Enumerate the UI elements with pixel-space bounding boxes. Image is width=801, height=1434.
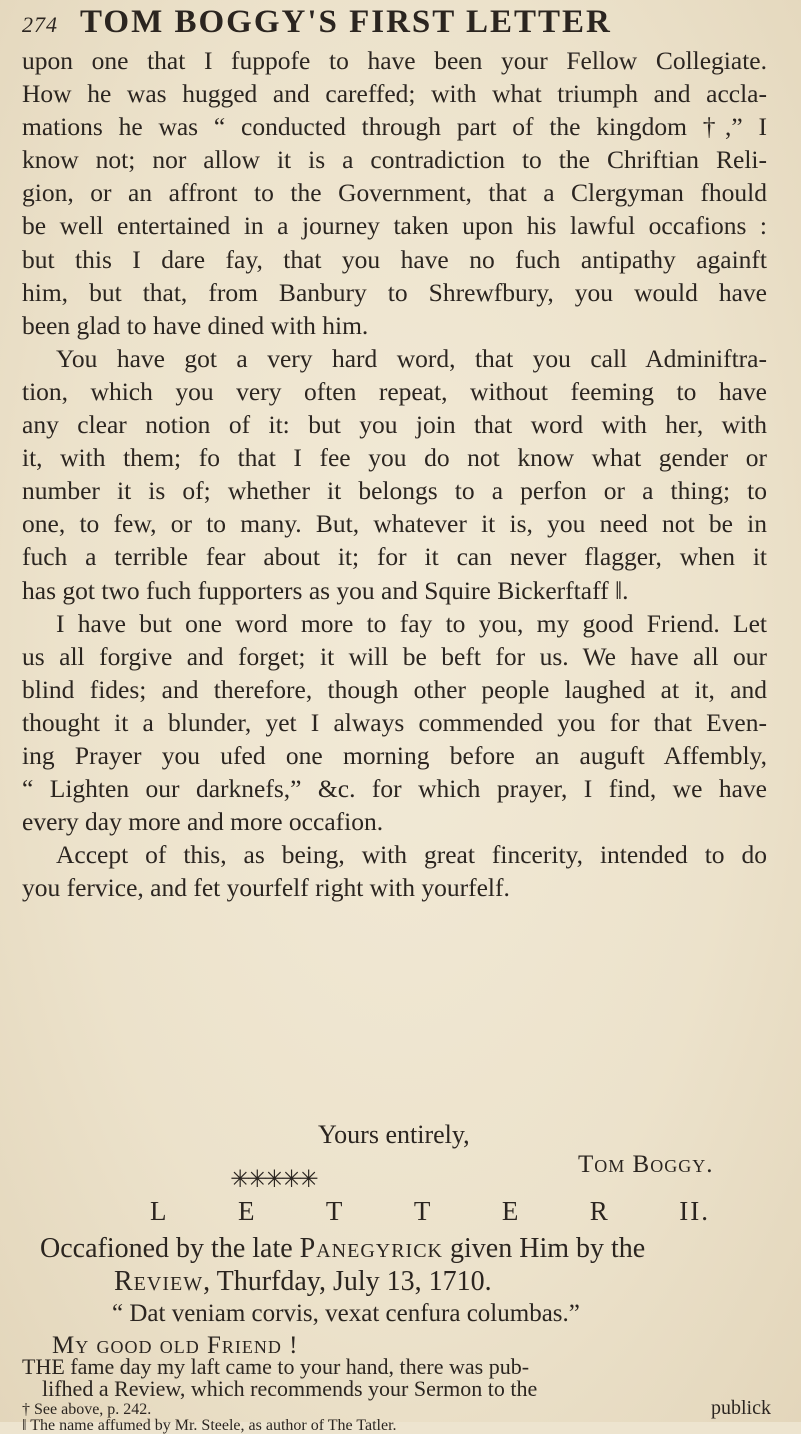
- footnote: † See above, p. 242.: [22, 1401, 152, 1418]
- body-line: any clear notion of it: but you join that word with her, with: [22, 410, 767, 440]
- body-line: has got two fuch fupporters as you and Squire Bickerftaff ‖.: [22, 575, 629, 605]
- para-line: THE fame day my laft came to your hand, there was pub-: [22, 1354, 530, 1379]
- occasion-review: Review: [114, 1266, 204, 1297]
- heading-letter: T: [325, 1196, 345, 1226]
- body-line: mations he was “ conducted through part of the kingdom †,” I: [22, 112, 767, 142]
- occasion-line-1: [40, 1232, 770, 1265]
- body-line: gion, or an affront to the Government, that a Clergyman fhould: [22, 178, 767, 208]
- letter-body: [22, 44, 767, 904]
- closing-yours: Yours entirely,: [318, 1120, 470, 1149]
- occasion-line-2: [40, 1265, 770, 1298]
- heading-letter: L: [150, 1196, 169, 1226]
- body-line: blind fides; and therefore, though other people laughed at it, and: [22, 674, 767, 704]
- catchword: publick: [711, 1397, 771, 1419]
- body-line: been glad to have dined with him.: [22, 310, 369, 340]
- occasion-date: , Thurfday, July 13, 1710.: [203, 1266, 492, 1297]
- heading-letter: E: [501, 1196, 521, 1226]
- heading-letter: T: [413, 1196, 433, 1226]
- body-line: number it is of; whether it belongs to a perfon or a thing; to: [22, 476, 767, 506]
- body-line: every day more and more occafion.: [22, 807, 384, 837]
- star-ornament-icon: ✳✳✳✳✳: [230, 1165, 316, 1193]
- body-line: How he was hugged and careffed; with what triumph and accla-: [22, 79, 767, 109]
- body-line: you fervice, and fet yourfelf right with yourfelf.: [22, 873, 510, 903]
- body-line: “ Lighten our darknefs,” &c. for which prayer, I find, we have: [22, 774, 767, 804]
- occasion-subtitle: [40, 1232, 770, 1298]
- occasion-panegyrick: Panegyrick: [299, 1233, 444, 1264]
- section-heading: [150, 1196, 710, 1227]
- body-line: I have but one word more to fay to you, my good Friend. Let: [56, 608, 767, 638]
- occasion-text: Occafioned by the late: [40, 1233, 300, 1264]
- running-title: TOM BOGGY'S FIRST LETTER: [80, 4, 612, 40]
- body-line: him, but that, from Banbury to Shrewfbury, you would have: [22, 277, 767, 307]
- occasion-text: given Him by the: [443, 1233, 646, 1264]
- page-number: 274: [22, 12, 58, 37]
- footnote: ‖ The name affumed by Mr. Steele, as author of The Tatler.: [22, 1417, 397, 1434]
- body-line: thought it a blunder, yet I always commended you for that Even-: [22, 707, 767, 737]
- latin-motto: “ Dat veniam corvis, vexat cenfura columbas.”: [112, 1300, 580, 1327]
- salutation: My good old Friend !: [52, 1332, 299, 1359]
- running-head: [22, 4, 782, 40]
- body-line: one, to few, or to many. But, whatever it is, you need not be in: [22, 509, 767, 539]
- body-line: fuch a terrible fear about it; for it can never flagger, when it: [22, 542, 767, 572]
- body-line: You have got a very hard word, that you call Adminiftra-: [56, 343, 767, 373]
- lower-block: [22, 1356, 767, 1434]
- heading-letter: II.: [679, 1196, 710, 1226]
- heading-letter: E: [237, 1196, 257, 1226]
- body-line: us all forgive and forget; it will be beft for us. We have all our: [22, 641, 767, 671]
- body-line: but this I dare fay, that you have no fuch antipathy againft: [22, 244, 767, 274]
- body-line: Accept of this, as being, with great fincerity, intended to do: [56, 840, 767, 870]
- body-line: it, with them; fo that I fee you do not know what gender or: [22, 443, 767, 473]
- body-line: know not; nor allow it is a contradiction to the Chriftian Reli-: [22, 145, 767, 175]
- para-line: lifhed a Review, which recommends your Sermon to the: [42, 1376, 538, 1401]
- body-line: upon one that I fuppofe to have been your Fellow Collegiate.: [22, 46, 767, 75]
- body-line: be well entertained in a journey taken upon his lawful occafions :: [22, 211, 767, 241]
- body-line: ing Prayer you ufed one morning before an auguft Affembly,: [22, 740, 767, 770]
- body-line: tion, which you very often repeat, without feeming to have: [22, 376, 767, 406]
- signature: Tom Boggy.: [578, 1151, 714, 1178]
- heading-letter: R: [589, 1196, 610, 1226]
